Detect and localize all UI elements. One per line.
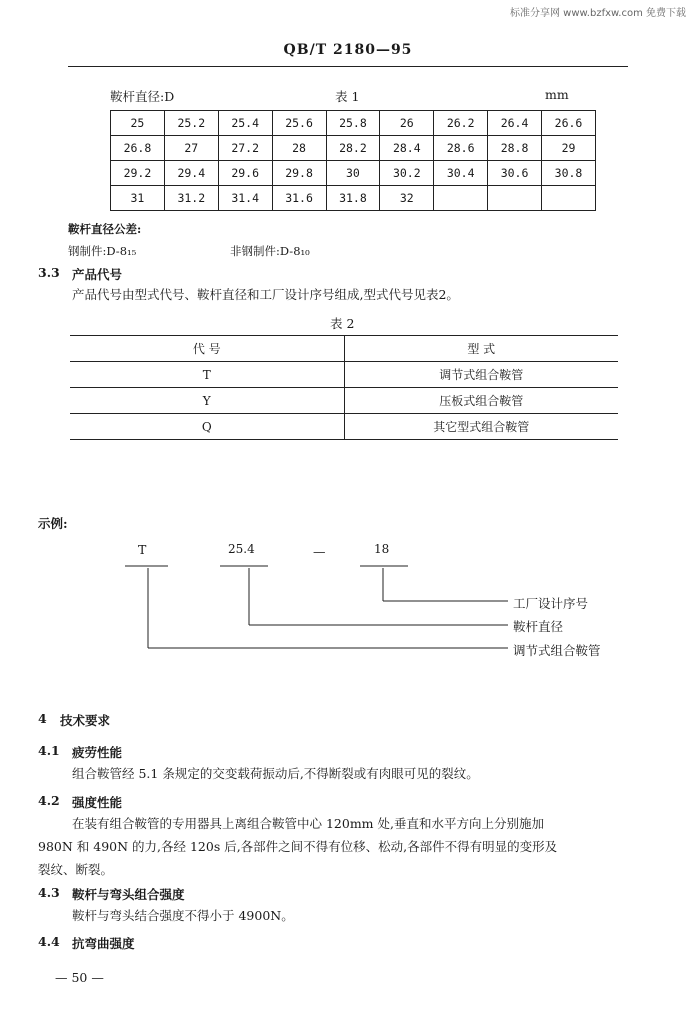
standard-number: QB/T 2180—95 xyxy=(283,42,413,58)
section-body: 鞍杆与弯头结合强度不得小于 4900N。 xyxy=(72,908,294,923)
table-cell: 26.8 xyxy=(111,136,165,161)
table-cell: 31 xyxy=(111,186,165,211)
table-cell: 28.6 xyxy=(434,136,488,161)
table-cell: 25.4 xyxy=(218,111,272,136)
code-type-letter: T xyxy=(138,542,147,557)
table-cell: 31.6 xyxy=(272,186,326,211)
section-body: 产品代号由型式代号、鞍杆直径和工厂设计序号组成,型式代号见表2。 xyxy=(72,287,459,302)
label-factory-serial: 工厂设计序号 xyxy=(513,596,589,611)
table-cell: 30 xyxy=(326,161,380,186)
table-cell: 31.2 xyxy=(164,186,218,211)
table-cell: 25.8 xyxy=(326,111,380,136)
code-cell: T xyxy=(70,362,344,388)
table-cell: 28.4 xyxy=(380,136,434,161)
page-number: — 50 — xyxy=(55,970,104,985)
table-cell: 29.4 xyxy=(164,161,218,186)
watermark: 标准分享网 www.bzfxw.com 免费下载 xyxy=(510,8,686,19)
table-cell: 28.8 xyxy=(488,136,542,161)
code-cell: Q xyxy=(70,414,344,440)
section-title: 产品代号 xyxy=(72,267,123,282)
table-cell: 28 xyxy=(272,136,326,161)
table-cell: 31.4 xyxy=(218,186,272,211)
table-cell: 31.8 xyxy=(326,186,380,211)
code-cell: Y xyxy=(70,388,344,414)
table-cell: 25.6 xyxy=(272,111,326,136)
table-cell: 26 xyxy=(380,111,434,136)
section-number: 4.2 xyxy=(38,793,60,808)
section-body: 组合鞍管经 5.1 条规定的交变载荷振动后,不得断裂或有肉眼可见的裂纹。 xyxy=(72,766,479,781)
table-cell: 32 xyxy=(380,186,434,211)
type-cell: 压板式组合鞍管 xyxy=(344,388,618,414)
table-cell: 27 xyxy=(164,136,218,161)
table-cell: 30.6 xyxy=(488,161,542,186)
example-label: 示例: xyxy=(38,516,68,531)
table-cell: 25 xyxy=(111,111,165,136)
section-body-line: 980N 和 490N 的力,各经 120s 后,各部件之间不得有位移、松动,各部件不得有明显的变形及 xyxy=(38,839,558,854)
type-cell: 调节式组合鞍管 xyxy=(344,362,618,388)
tolerance-title: 鞍杆直径公差: xyxy=(68,222,142,236)
column-header-type: 型 式 xyxy=(344,336,618,362)
table-cell: 30.2 xyxy=(380,161,434,186)
section-number: 3.3 xyxy=(38,265,60,280)
table1-title: 表 1 xyxy=(335,89,360,104)
section-number: 4.3 xyxy=(38,885,60,900)
table-cell: 27.2 xyxy=(218,136,272,161)
table1-left-caption: 鞍杆直径:D xyxy=(110,89,175,104)
table-cell: 25.2 xyxy=(164,111,218,136)
table-cell: 29.6 xyxy=(218,161,272,186)
section-title: 技术要求 xyxy=(60,713,111,728)
table-cell: 29 xyxy=(542,136,596,161)
column-header-code: 代 号 xyxy=(70,336,344,362)
tolerance-nonsteel: 非钢制件:D-8₁₀ xyxy=(230,244,310,258)
table-cell: 29.8 xyxy=(272,161,326,186)
type-cell: 其它型式组合鞍管 xyxy=(344,414,618,440)
section-body-line: 裂纹、断裂。 xyxy=(38,862,114,877)
table-cell: 28.2 xyxy=(326,136,380,161)
section-number: 4 xyxy=(38,711,47,726)
section-title: 疲劳性能 xyxy=(72,745,123,760)
table1-unit: mm xyxy=(545,87,569,102)
code-diameter: 25.4 xyxy=(228,542,255,556)
table-cell: 26.6 xyxy=(542,111,596,136)
label-saddle-diameter: 鞍杆直径 xyxy=(513,619,564,634)
table2-title: 表 2 xyxy=(330,316,355,331)
section-title: 鞍杆与弯头组合强度 xyxy=(72,887,185,902)
table-cell: 30.8 xyxy=(542,161,596,186)
code-dash: — xyxy=(313,544,326,559)
label-adjustable-type: 调节式组合鞍管 xyxy=(513,643,601,658)
code-serial: 18 xyxy=(374,542,390,556)
table-cell: 26.4 xyxy=(488,111,542,136)
section-title: 强度性能 xyxy=(72,795,123,810)
section-body-line: 在装有组合鞍管的专用器具上离组合鞍管中心 120mm 处,垂直和水平方向上分别施加 xyxy=(72,816,544,831)
section-number: 4.4 xyxy=(38,934,60,949)
section-number: 4.1 xyxy=(38,743,60,758)
section-title: 抗弯曲强度 xyxy=(72,936,135,951)
table-cell: 29.2 xyxy=(111,161,165,186)
tolerance-steel: 钢制件:D-8₁₅ xyxy=(68,244,137,258)
table-cell: 26.2 xyxy=(434,111,488,136)
table-cell: 30.4 xyxy=(434,161,488,186)
